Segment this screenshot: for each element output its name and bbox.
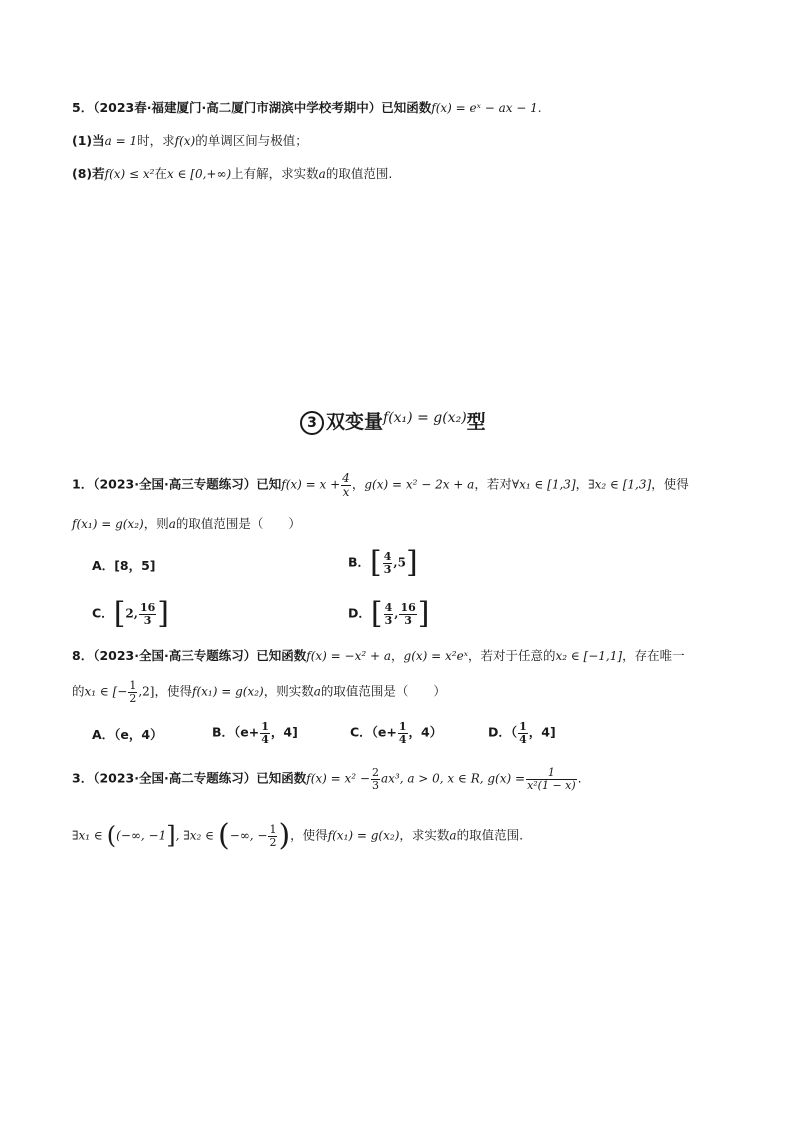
problem-5-line2: (1)当a = 1时，求f(x)的单调区间与极值； <box>72 133 308 148</box>
option-b[interactable]: B．[ $\frac{4}{3}$ ,5] <box>348 545 418 580</box>
circled-number: 3 <box>300 411 324 435</box>
option-c[interactable]: C．[2, $\frac{16}{3}$ ] <box>92 596 169 631</box>
option-a[interactable]: A．[8，5] <box>92 558 156 573</box>
problem-5-line3: (8)若f(x) ≤ x²在x ∈ [0,+∞)上有解，求实数a的取值范围. <box>72 166 393 181</box>
function-f: f(x) = eˣ − ax − 1. <box>431 101 542 115</box>
question-8-line2: 的x₁ ∈ [− $\frac{1}{2}$ ,2]，使得f(x₁) = g(x₂)，则实数a的取值范围是（ ） <box>72 679 446 705</box>
question-1-line1: 1．（2023·全国·高三专题练习）已知f(x) = x + $\frac{4}{x}$ ，g(x) = x² − 2x + a，若对∀x₁ ∈ [1,3]，∃x₂ ∈ [1,3]，使得 <box>72 471 689 499</box>
problem-source: （2023春·福建厦门·高二厦门市湖滨中学校考期中）已知函数 <box>93 100 432 115</box>
question-8-line1: 8．（2023·全国·高三专题练习）已知函数f(x) = −x² + a，g(x) = x²eˣ，若对于任意的x₂ ∈ [−1,1]，存在唯一 <box>72 648 685 663</box>
question-1-line2: f(x₁) = g(x₂)，则a的取值范围是（ ） <box>72 516 301 531</box>
question-3-line2: ∃x₁ ∈ ((−∞, −1], ∃x₂ ∈ (−∞, − $\frac{1}{2}$ )，使得f(x₁) = g(x₂)，求实数a的取值范围. <box>72 818 524 853</box>
option-a[interactable]: A．（e，4） <box>92 727 163 742</box>
section-title: 3 双变量$^{f(x_1) = g(x_2)}$型 <box>300 410 486 435</box>
problem-5-line1: 5．（2023春·福建厦门·高二厦门市湖滨中学校考期中）已知函数f(x) = eˣ − ax − 1. <box>72 100 542 115</box>
question-3-line1: 3．（2023·全国·高二专题练习）已知函数f(x) = x² − $\frac{2}{3}$ ax³, a > 0, x ∈ R, g(x) = $\frac{1}{\text{x²(1 − x)}}$ . <box>72 766 582 792</box>
problem-number: 5 <box>72 100 81 115</box>
option-c[interactable]: C．（e+ $\frac{1}{4}$ ，4） <box>350 720 443 746</box>
option-b[interactable]: B．（e+ $\frac{1}{4}$ ，4] <box>212 720 298 746</box>
option-d[interactable]: D．[ $\frac{4}{3}$ , $\frac{16}{3}$ ] <box>348 596 430 631</box>
option-d[interactable]: D．（ $\frac{1}{4}$ ，4] <box>488 720 556 746</box>
